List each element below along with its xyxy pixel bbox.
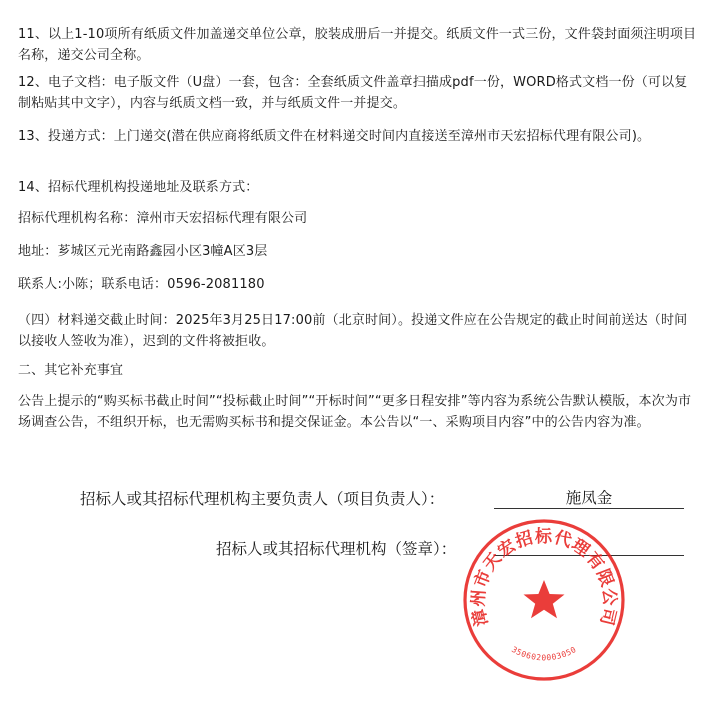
- star-icon: [524, 580, 565, 618]
- principal-name: 施凤金: [565, 489, 613, 507]
- principal-signature-line: [494, 508, 684, 509]
- agency-address: 地址：芗城区元光南路鑫园小区3幢A区3层: [18, 244, 268, 259]
- paragraph-item-12: 12、电子文档：电子版文件（U盘）一套，包含：全套纸质文件盖章扫描成pdf一份，WORD格式文档一份（可以复制粘贴其中文字），内容与纸质文档一致，并与纸质文件一并提交。: [18, 75, 688, 111]
- company-seal: [462, 518, 626, 682]
- submission-deadline: （四）材料递交截止时间：2025年3月25日17:00前（北京时间）。投递文件应在公告规定的截止时间前送达（时间以接收人签收为准），迟到的文件将被拒收。: [18, 313, 688, 349]
- principal-label: 招标人或其招标代理机构主要负责人（项目负责人）：: [80, 490, 445, 508]
- agency-name: 招标代理机构名称：漳州市天宏招标代理有限公司: [18, 211, 308, 226]
- seal-company-text: 漳州市天宏招标代理有限公司: [468, 527, 620, 629]
- agency-contact: 联系人:小陈；联系电话：0596-2081180: [18, 277, 265, 292]
- paragraph-item-13: 13、投递方式：上门递交(潜在供应商将纸质文件在材料递交时间内直接送至漳州市天宏招标代理有限公司)。: [18, 129, 651, 144]
- paragraph-item-14: 14、招标代理机构投递地址及联系方式：: [18, 180, 259, 195]
- section-title-other: 二、其它补充事宜: [18, 363, 124, 378]
- seal-code: 3506020003050: [510, 644, 578, 663]
- seal-label: 招标人或其招标代理机构（签章）：: [216, 540, 457, 558]
- section-body-other: 公告上提示的“购买标书截止时间”“投标截止时间”“开标时间”“更多日程安排”等内容为系统公告默认模版，本次为市场调查公告，不组织开标，也无需购买标书和提交保证金。本公告以“一、采购项目内容”中的公告内容为准。: [18, 394, 692, 430]
- paragraph-item-11: 11、以上1-10项所有纸质文件加盖递交单位公章，胶装成册后一并提交。纸质文件一式三份，文件袋封面须注明项目名称，递交公司全称。: [18, 27, 697, 63]
